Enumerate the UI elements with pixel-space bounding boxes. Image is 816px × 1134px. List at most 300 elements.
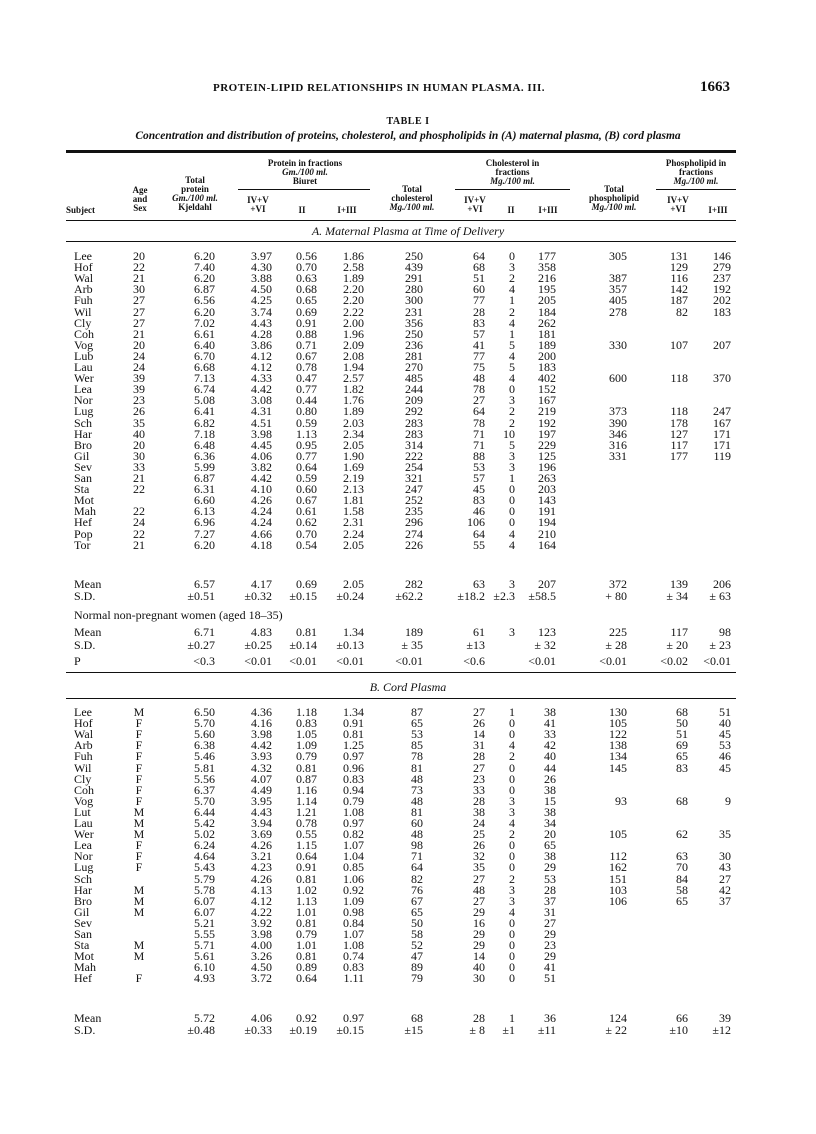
cell-total-chol: 78 — [411, 749, 423, 764]
cell-total-chol: 439 — [405, 260, 423, 275]
cell-chol-ivv: 75 — [473, 360, 485, 374]
cell-total-phos: 138 — [609, 738, 627, 753]
cell-protein-i3: 1.07 — [343, 838, 364, 853]
cell-protein-ivv: 3.94 — [251, 816, 272, 830]
cell-subject: Lea — [74, 382, 92, 397]
cell-protein-i3: 1.86 — [343, 249, 364, 263]
cell-chol-ii: 0 — [509, 727, 515, 742]
cell-age-sex: 21 — [133, 326, 145, 341]
cell-protein-ii: 0.79 — [296, 749, 317, 764]
cell-phos-ivv: 65 — [676, 749, 688, 764]
cell-chol-ii: 4 — [509, 904, 515, 919]
cell-protein-i3: 0.74 — [343, 949, 364, 964]
cell-subject: Fuh — [74, 749, 93, 764]
cell-total-chol: 58 — [411, 927, 423, 941]
cell-chol-ii: 1 — [509, 1011, 515, 1025]
cell-protein-ivv: 4.42 — [251, 738, 272, 753]
cell-protein-ivv: 4.50 — [251, 960, 272, 975]
cell-total-phos: ± 22 — [605, 1023, 627, 1037]
cell-chol-ivv: 28 — [473, 304, 485, 319]
cell-protein-i3: 1.81 — [343, 493, 364, 508]
cell-subject: P — [74, 654, 81, 668]
cell-chol-ivv: 28 — [473, 1011, 485, 1025]
cell-total-chol: 65 — [411, 716, 423, 731]
cell-chol-i3: 181 — [538, 326, 556, 341]
cell-chol-ii: 3 — [509, 577, 515, 591]
cell-chol-i3: 191 — [538, 504, 556, 519]
cell-chol-i3: 15 — [544, 793, 556, 808]
cell-protein-ivv: 3.92 — [251, 915, 272, 930]
cell-total-protein: 5.46 — [194, 749, 215, 764]
cell-total-chol: 291 — [405, 271, 423, 286]
cell-total-phos: 331 — [609, 448, 627, 463]
cell-protein-ivv: 4.42 — [251, 382, 272, 397]
cell-protein-ivv: 4.45 — [251, 437, 272, 452]
cell-total-protein: 6.20 — [194, 304, 215, 319]
cell-chol-i3: ± 32 — [534, 638, 556, 652]
cell-total-protein: 6.07 — [194, 904, 215, 919]
cell-phos-ivv: 127 — [670, 426, 688, 441]
cell-subject: Coh — [74, 326, 95, 341]
header-bottom-rule — [66, 220, 736, 221]
cell-chol-i3: 210 — [538, 526, 556, 541]
cell-protein-ii: 0.81 — [296, 871, 317, 886]
cell-protein-i3: 0.91 — [343, 716, 364, 731]
cell-protein-i3: 2.05 — [343, 437, 364, 452]
cell-subject: Arb — [74, 738, 93, 753]
cell-subject: S.D. — [74, 638, 96, 652]
cell-protein-ii: 0.70 — [296, 526, 317, 541]
cell-chol-ivv: ±18.2 — [457, 589, 485, 603]
cell-age-sex: F — [135, 971, 143, 986]
cell-total-protein: 6.36 — [194, 448, 215, 463]
cell-phos-ivv: 118 — [670, 371, 688, 386]
cell-subject: Sch — [74, 871, 92, 886]
cell-phos-ivv: 178 — [670, 415, 688, 430]
cell-chol-ivv: 83 — [473, 493, 485, 508]
cell-chol-ivv: 64 — [473, 249, 485, 263]
cell-subject: Lau — [74, 360, 93, 374]
cell-chol-i3: 123 — [538, 625, 556, 639]
cell-total-protein: ±0.48 — [187, 1023, 215, 1037]
col-protein-ivv: IV+V +VI — [247, 195, 269, 214]
cell-chol-i3: 31 — [544, 904, 556, 919]
cell-chol-i3: 53 — [544, 871, 556, 886]
cell-phos-i3: 9 — [725, 793, 731, 808]
cell-chol-i3: 205 — [538, 293, 556, 308]
cell-subject: Fuh — [74, 293, 93, 308]
cell-phos-i3: 146 — [713, 249, 731, 263]
cell-chol-ii: 5 — [509, 360, 515, 374]
cell-age-sex: M — [133, 816, 145, 830]
cell-phos-ivv: 83 — [676, 760, 688, 775]
cell-subject: Gil — [74, 904, 90, 919]
cell-subject: San — [74, 927, 92, 941]
cell-subject: Wer — [74, 827, 94, 842]
cell-protein-i3: 2.09 — [343, 337, 364, 352]
cell-total-protein: 5.99 — [194, 459, 215, 474]
cell-total-protein: 6.13 — [194, 504, 215, 519]
cell-chol-ii: 2 — [509, 827, 515, 842]
cell-chol-ii: 3 — [509, 393, 515, 408]
chol-group-underline — [455, 189, 570, 190]
cell-protein-ivv: 4.24 — [251, 515, 272, 530]
cell-subject: San — [74, 471, 92, 485]
cell-total-phos: 130 — [609, 705, 627, 719]
cell-total-phos: 372 — [609, 577, 627, 591]
cell-subject: Sev — [74, 915, 92, 930]
cell-age-sex: 21 — [133, 271, 145, 286]
cell-chol-ivv: 71 — [473, 426, 485, 441]
cell-phos-i3: 27 — [719, 871, 731, 886]
cell-subject: Mot — [74, 493, 95, 508]
cell-chol-i3: 41 — [544, 960, 556, 975]
cell-phos-ivv: ±10 — [669, 1023, 688, 1037]
cell-protein-ii: 0.87 — [296, 771, 317, 786]
cell-age-sex: M — [133, 705, 145, 719]
cell-protein-ivv: 4.50 — [251, 282, 272, 297]
cell-chol-i3: 167 — [538, 393, 556, 408]
cell-phos-ivv: 84 — [676, 871, 688, 886]
cell-protein-i3: 2.19 — [343, 471, 364, 485]
cell-total-chol: 50 — [411, 915, 423, 930]
cell-chol-i3: 262 — [538, 315, 556, 330]
cell-chol-ivv: 29 — [473, 927, 485, 941]
cell-chol-ii: 2 — [509, 404, 515, 419]
cell-total-chol: 209 — [405, 393, 423, 408]
cell-age-sex: 33 — [133, 459, 145, 474]
cell-total-protein: 5.08 — [194, 393, 215, 408]
cell-total-chol: 296 — [405, 515, 423, 530]
cell-protein-ivv: <0.01 — [244, 654, 272, 668]
cell-protein-ivv: 4.36 — [251, 705, 272, 719]
cell-total-chol: ±62.2 — [395, 589, 423, 603]
cell-chol-ivv: 61 — [473, 625, 485, 639]
cell-chol-i3: 207 — [538, 577, 556, 591]
cell-total-phos: 346 — [609, 426, 627, 441]
cell-phos-i3: ± 63 — [709, 589, 731, 603]
cell-protein-ii: 0.61 — [296, 504, 317, 519]
cell-age-sex: 21 — [133, 471, 145, 485]
cell-age-sex: F — [135, 771, 143, 786]
cell-chol-ii: 1 — [509, 293, 515, 308]
cell-chol-ivv: ±13 — [466, 638, 485, 652]
col-chol-fractions: Cholesterol in fractions Mg./100 ml. — [485, 158, 540, 186]
cell-chol-ii: 1 — [509, 326, 515, 341]
cell-chol-ii: 0 — [509, 515, 515, 530]
cell-total-phos: ± 28 — [605, 638, 627, 652]
cell-total-protein: 5.56 — [194, 771, 215, 786]
col-subject: Subject — [66, 205, 95, 215]
cell-protein-ii: 1.13 — [296, 426, 317, 441]
cell-protein-ivv: 4.07 — [251, 771, 272, 786]
cell-total-chol: 67 — [411, 893, 423, 908]
cell-protein-ivv: 3.88 — [251, 271, 272, 286]
cell-total-chol: 250 — [405, 249, 423, 263]
cell-protein-ivv: ±0.32 — [244, 589, 272, 603]
cell-total-chol: 52 — [411, 938, 423, 953]
cell-total-protein: 6.74 — [194, 382, 215, 397]
cell-chol-i3: 216 — [538, 271, 556, 286]
cell-phos-i3: 42 — [719, 882, 731, 897]
cell-phos-i3: 37 — [719, 893, 731, 908]
cell-chol-ii: 2 — [509, 749, 515, 764]
cell-protein-i3: 2.20 — [343, 293, 364, 308]
cell-protein-ii: 0.81 — [296, 760, 317, 775]
cell-subject: Mean — [74, 577, 102, 591]
cell-phos-ivv: 70 — [676, 860, 688, 875]
cell-chol-ii: 3 — [509, 882, 515, 897]
cell-protein-ii: 1.01 — [296, 904, 317, 919]
cell-protein-ivv: 3.98 — [251, 927, 272, 941]
cell-protein-i3: 1.11 — [343, 971, 364, 986]
cell-protein-i3: 0.94 — [343, 782, 364, 797]
cell-protein-ii: 0.55 — [296, 827, 317, 842]
cell-protein-ii: 0.80 — [296, 404, 317, 419]
cell-chol-ivv: 31 — [473, 738, 485, 753]
cell-phos-ivv: ± 20 — [666, 638, 688, 652]
cell-phos-i3: 370 — [713, 371, 731, 386]
cell-phos-i3: 53 — [719, 738, 731, 753]
cell-chol-ii: 0 — [509, 249, 515, 263]
cell-chol-i3: 196 — [538, 459, 556, 474]
cell-phos-ivv: 117 — [670, 437, 688, 452]
col-total-protein: Total protein Gm./100 ml. Kjeldahl — [172, 175, 218, 212]
cell-age-sex: 35 — [133, 415, 145, 430]
cell-age-sex: F — [135, 782, 143, 797]
cell-protein-ivv: 4.32 — [251, 760, 272, 775]
cell-total-protein: 6.07 — [194, 893, 215, 908]
cell-total-chol: 98 — [411, 838, 423, 853]
cell-protein-i3: 0.97 — [343, 749, 364, 764]
cell-total-chol: 81 — [411, 760, 423, 775]
cell-chol-i3: 29 — [544, 927, 556, 941]
cell-protein-ii: 1.02 — [296, 882, 317, 897]
cell-age-sex: F — [135, 838, 143, 853]
cell-chol-ivv: 55 — [473, 537, 485, 552]
cell-total-protein: 6.20 — [194, 271, 215, 286]
cell-chol-i3: 358 — [538, 260, 556, 275]
cell-protein-ivv: 3.72 — [251, 971, 272, 986]
cell-total-phos: 316 — [609, 437, 627, 452]
cell-total-protein: 6.20 — [194, 537, 215, 552]
cell-protein-i3: 0.83 — [343, 771, 364, 786]
cell-chol-ii: 0 — [509, 860, 515, 875]
cell-age-sex: 21 — [133, 537, 145, 552]
cell-chol-ii: 4 — [509, 315, 515, 330]
cell-phos-ivv: 51 — [676, 727, 688, 742]
cell-total-chol: 68 — [411, 1011, 423, 1025]
cell-subject: S.D. — [74, 1023, 96, 1037]
cell-total-protein: 6.56 — [194, 293, 215, 308]
cell-total-protein: 5.43 — [194, 860, 215, 875]
cell-chol-i3: 194 — [538, 515, 556, 530]
cell-protein-i3: 0.97 — [343, 816, 364, 830]
cell-total-protein: 6.40 — [194, 337, 215, 352]
cell-age-sex: F — [135, 727, 143, 742]
cell-total-protein: 5.78 — [194, 882, 215, 897]
cell-protein-i3: 1.94 — [343, 360, 364, 374]
cell-protein-ii: 0.78 — [296, 360, 317, 374]
cell-chol-ivv: 32 — [473, 849, 485, 864]
cell-chol-ii: 0 — [509, 493, 515, 508]
cell-chol-ii: 4 — [509, 348, 515, 363]
running-title: PROTEIN-LIPID RELATIONSHIPS IN HUMAN PLASMA. III. — [213, 82, 546, 94]
cell-total-chol: 283 — [405, 415, 423, 430]
cell-protein-i3: 1.06 — [343, 871, 364, 886]
cell-chol-i3: 219 — [538, 404, 556, 419]
cell-subject: Sev — [74, 459, 92, 474]
cell-phos-i3: 171 — [713, 426, 731, 441]
cell-chol-i3: 184 — [538, 304, 556, 319]
cell-subject: Lee — [74, 705, 92, 719]
cell-subject: Lub — [74, 348, 94, 363]
cell-chol-ivv: ± 8 — [469, 1023, 485, 1037]
cell-protein-ivv: ±0.33 — [244, 1023, 272, 1037]
cell-protein-i3: 0.96 — [343, 760, 364, 775]
cell-total-protein: 6.57 — [194, 577, 215, 591]
cell-chol-ivv: 28 — [473, 793, 485, 808]
cell-subject: Hef — [74, 515, 92, 530]
cell-total-phos: 357 — [609, 282, 627, 297]
cell-total-protein: 4.93 — [194, 971, 215, 986]
cell-protein-i3: 2.00 — [343, 315, 364, 330]
cell-protein-ivv: 3.69 — [251, 827, 272, 842]
cell-protein-i3: 2.34 — [343, 426, 364, 441]
cell-protein-ii: 0.81 — [296, 915, 317, 930]
cell-total-phos: 112 — [609, 849, 627, 864]
cell-protein-i3: 1.89 — [343, 404, 364, 419]
cell-total-phos: 134 — [609, 749, 627, 764]
cell-protein-i3: 0.98 — [343, 904, 364, 919]
cell-subject: Bro — [74, 437, 92, 452]
cell-phos-ivv: ± 34 — [666, 589, 688, 603]
cell-phos-i3: <0.01 — [703, 654, 731, 668]
cell-age-sex: M — [133, 827, 145, 842]
cell-phos-i3: 46 — [719, 749, 731, 764]
cell-protein-i3: 1.08 — [343, 804, 364, 819]
table-top-rule-2 — [66, 152, 736, 153]
cell-chol-i3: 183 — [538, 360, 556, 374]
cell-age-sex: F — [135, 716, 143, 731]
cell-chol-ii: 0 — [509, 971, 515, 986]
cell-age-sex: 27 — [133, 315, 145, 330]
cell-protein-i3: 2.08 — [343, 348, 364, 363]
cell-total-chol: 71 — [411, 849, 423, 864]
cell-protein-i3: 1.07 — [343, 927, 364, 941]
cell-total-chol: 53 — [411, 727, 423, 742]
cell-phos-ivv: 117 — [670, 625, 688, 639]
cell-protein-ivv: 3.74 — [251, 304, 272, 319]
col-protein-ii: II — [298, 205, 306, 215]
cell-protein-i3: 1.08 — [343, 938, 364, 953]
cell-total-phos: 124 — [609, 1011, 627, 1025]
cell-phos-ivv: 62 — [676, 827, 688, 842]
cell-total-protein: 5.71 — [194, 938, 215, 953]
cell-phos-i3: 40 — [719, 716, 731, 731]
cell-total-chol: 60 — [411, 816, 423, 830]
cell-phos-i3: 30 — [719, 849, 731, 864]
cell-age-sex: 26 — [133, 404, 145, 419]
cell-chol-ii: 0 — [509, 482, 515, 497]
cell-chol-i3: 34 — [544, 816, 556, 830]
cell-protein-ii: 0.64 — [296, 459, 317, 474]
cell-total-protein: 6.31 — [194, 482, 215, 497]
cell-age-sex: 20 — [133, 337, 145, 352]
cell-total-chol: 48 — [411, 793, 423, 808]
cell-subject: Har — [74, 882, 92, 897]
cell-chol-ivv: 24 — [473, 816, 485, 830]
cell-chol-i3: 200 — [538, 348, 556, 363]
cell-total-protein: 6.24 — [194, 838, 215, 853]
cell-chol-ivv: 27 — [473, 871, 485, 886]
cell-phos-i3: 247 — [713, 404, 731, 419]
cell-total-protein: 5.81 — [194, 760, 215, 775]
cell-subject: Mah — [74, 960, 96, 975]
cell-chol-ivv: 71 — [473, 437, 485, 452]
cell-total-protein: 5.72 — [194, 1011, 215, 1025]
protein-group-underline — [238, 189, 370, 190]
cell-total-protein: 5.61 — [194, 949, 215, 964]
cell-total-protein: 7.27 — [194, 526, 215, 541]
cell-total-protein: 6.37 — [194, 782, 215, 797]
cell-chol-ivv: 53 — [473, 459, 485, 474]
cell-chol-i3: 152 — [538, 382, 556, 397]
cell-total-phos: 330 — [609, 337, 627, 352]
cell-protein-ii: 1.15 — [296, 838, 317, 853]
cell-chol-ii: 0 — [509, 960, 515, 975]
cell-phos-ivv: 69 — [676, 738, 688, 753]
cell-chol-i3: 20 — [544, 827, 556, 842]
cell-total-phos: 390 — [609, 415, 627, 430]
cell-total-phos: 106 — [609, 893, 627, 908]
cell-chol-ii: 10 — [503, 426, 515, 441]
section-b-top-rule — [66, 672, 736, 673]
cell-phos-i3: 237 — [713, 271, 731, 286]
cell-total-chol: 244 — [405, 382, 423, 397]
col-protein-i3: I+III — [337, 205, 357, 215]
cell-protein-ii: 0.67 — [296, 493, 317, 508]
cell-total-chol: 48 — [411, 771, 423, 786]
cell-protein-ii: 0.62 — [296, 515, 317, 530]
cell-total-chol: 222 — [405, 448, 423, 463]
cell-phos-ivv: 68 — [676, 705, 688, 719]
cell-protein-ii: 0.70 — [296, 260, 317, 275]
cell-chol-ivv: 78 — [473, 382, 485, 397]
cell-chol-i3: ±11 — [537, 1023, 556, 1037]
cell-chol-ii: ±2.3 — [493, 589, 515, 603]
cell-total-chol: 281 — [405, 348, 423, 363]
cell-subject: S.D. — [74, 589, 96, 603]
cell-protein-ii: 0.63 — [296, 271, 317, 286]
cell-total-chol: 82 — [411, 871, 423, 886]
cell-chol-ii: 4 — [509, 816, 515, 830]
cell-protein-ii: ±0.19 — [289, 1023, 317, 1037]
cell-protein-i3: <0.01 — [336, 654, 364, 668]
cell-chol-ivv: 41 — [473, 337, 485, 352]
cell-protein-ii: 1.05 — [296, 727, 317, 742]
cell-chol-ii: 0 — [509, 504, 515, 519]
section-a-rule — [66, 241, 736, 242]
cell-protein-ivv: 4.42 — [251, 471, 272, 485]
cell-total-protein: ±0.27 — [187, 638, 215, 652]
cell-age-sex: 39 — [133, 382, 145, 397]
cell-chol-ivv: 27 — [473, 893, 485, 908]
cell-age-sex: 27 — [133, 304, 145, 319]
col-chol-ivv: IV+V +VI — [464, 195, 486, 214]
cell-chol-ii: 3 — [509, 625, 515, 639]
cell-chol-ivv: 26 — [473, 838, 485, 853]
